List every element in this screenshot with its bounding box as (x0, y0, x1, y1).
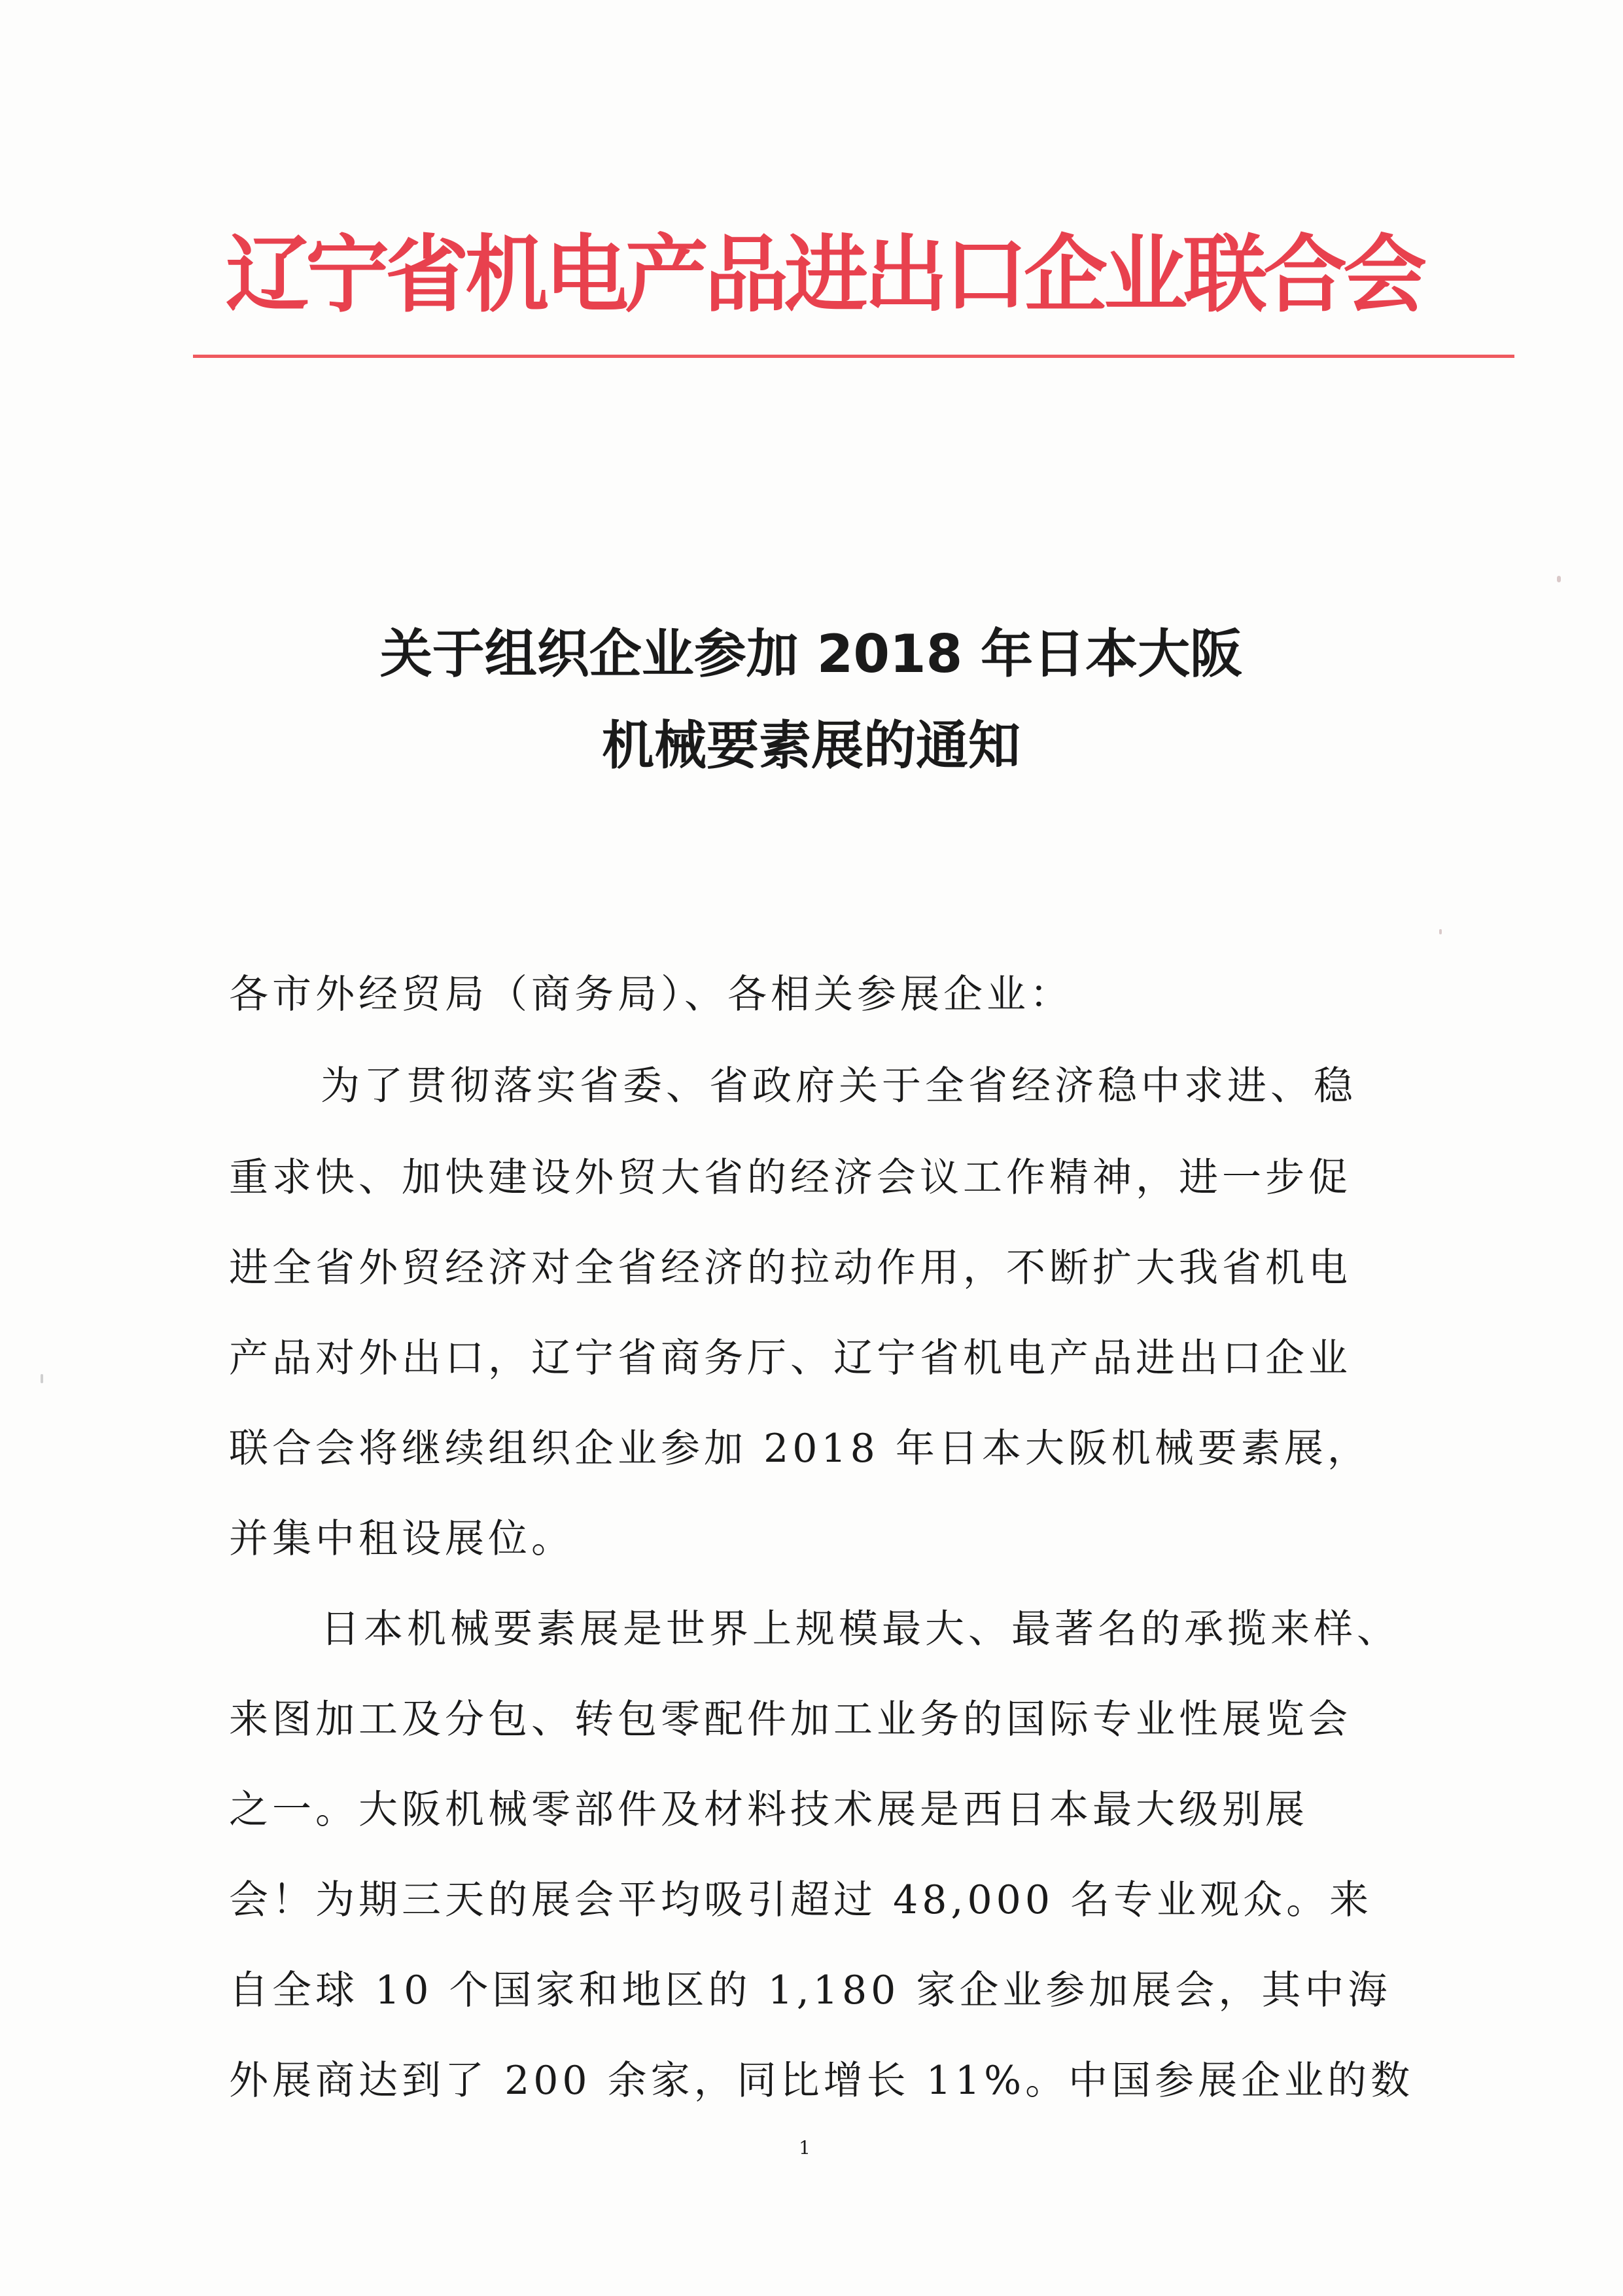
body-line: 并集中租设展位。 (229, 1516, 574, 1562)
document-title-line-1: 关于组织企业参加 2018 年日本大阪 (379, 624, 1243, 684)
body-line: 产品对外出口，辽宁省商务厅、辽宁省机电产品进出口企业 (229, 1335, 1352, 1381)
letterhead-red-rule (193, 355, 1514, 358)
body-line: 会！为期三天的展会平均吸引超过 48,000 名专业观众。来 (229, 1877, 1373, 1923)
scan-speck (1439, 929, 1442, 934)
document-title-line-2: 机械要素展的通知 (602, 715, 1021, 776)
scan-speck (1557, 576, 1561, 582)
body-line: 联合会将继续组织企业参加 2018 年日本大阪机械要素展， (229, 1426, 1370, 1472)
page-number: 1 (799, 2137, 811, 2159)
body-line: 为了贯彻落实省委、省政府关于全省经济稳中求进、稳 (321, 1063, 1357, 1109)
body-line: 进全省外贸经济对全省经济的拉动作用，不断扩大我省机电 (229, 1245, 1352, 1291)
body-line: 日本机械要素展是世界上规模最大、最著名的承揽来样、 (321, 1606, 1400, 1652)
body-line: 来图加工及分包、转包零配件加工业务的国际专业性展览会 (229, 1697, 1352, 1742)
body-line: 重求快、加快建设外贸大省的经济会议工作精神，进一步促 (229, 1155, 1352, 1201)
body-line: 自全球 10 个国家和地区的 1,180 家企业参加展会，其中海 (229, 1968, 1391, 2013)
letterhead-org-name: 辽宁省机电产品进出口企业联合会 (225, 226, 1423, 324)
body-line: 之一。大阪机械零部件及材料技术展是西日本最大级别展 (229, 1787, 1308, 1833)
salutation: 各市外经贸局（商务局）、各相关参展企业： (229, 972, 1073, 1017)
body-line: 外展商达到了 200 余家，同比增长 11%。中国参展企业的数 (229, 2058, 1414, 2104)
scan-speck (41, 1374, 43, 1383)
